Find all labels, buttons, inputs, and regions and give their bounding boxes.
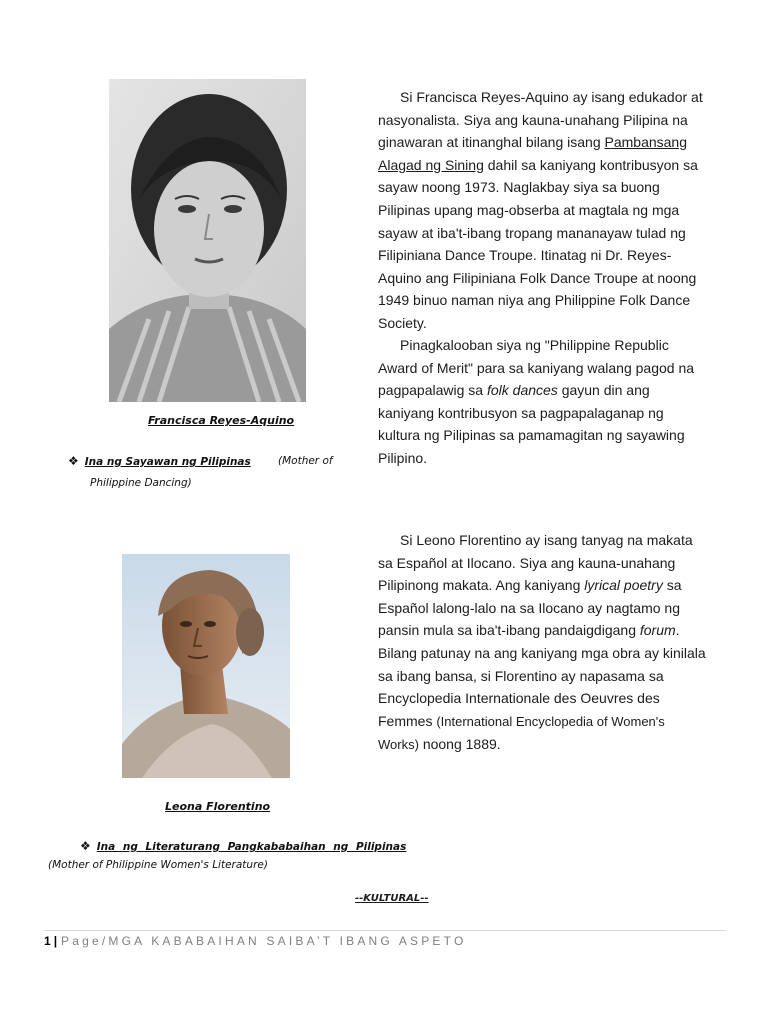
page-footer — [44, 934, 467, 948]
francisca-photo — [109, 79, 306, 402]
bullet-title: Ina ng Literaturang Pangkababaihan ng Pilipinas — [96, 841, 407, 853]
bullet-item-mother-dancing — [68, 454, 251, 468]
footer-separator: | — [53, 934, 58, 948]
bullet-translation-part1: (Mother of — [278, 455, 333, 467]
leona-paragraph: Si Leono Florentino ay isang tanyag na makata sa Español at Ilocano. Siya ang kauna-unahang Pilipinong makata. Ang kaniyang lyrical poetry sa Español lalong-lalo na sa Ilocano ay nagtamo ng pansin mula sa iba't-ibang pandaigdigang forum. Bilang patunay na ang kaniyang mga obra ay kinilala sa ibang bansa, si Florentino ay napasama sa Encyclopedia Internationale des Oeuvres des Femmes (International Encyclopedia of Women's Works) noong 1889. — [378, 532, 706, 753]
bullet-item-mother-literature — [80, 839, 406, 853]
francisca-caption: Francisca Reyes-Aquino — [148, 414, 295, 427]
leona-statue-photo — [122, 554, 290, 778]
francisca-paragraph-1: Si Francisca Reyes-Aquino ay isang edukador at nasyonalista. Siya ang kauna-unahang Pilipina na ginawaran at itinanghal bilang isang Pambansang Alagad ng Sining dahil sa kaniyang kontribusyon sa sayaw noong 1973. Naglakbay siya sa buong Pilipinas upang mag-obserba at magtala ng mga sayaw at iba't-ibang tropang mananayaw tulad ng Filipiniana Dance Troupe. Itinatag ni Dr. Reyes-Aquino ang Filipiniana Folk Dance Troupe at noong 1949 binuo naman niya ang Philippine Folk Dance Society. — [378, 89, 703, 331]
diamond-bullet-icon: ❖ — [80, 839, 91, 853]
kultural-label: --KULTURAL-- — [355, 893, 429, 904]
bullet-translation: (Mother of Philippine Women's Literature) — [48, 859, 268, 871]
bullet-translation-part2: Philippine Dancing) — [90, 477, 192, 489]
francisca-paragraph-2: Pinagkalooban siya ng "Philippine Republic Award of Merit" para sa kaniyang walang pagod na pagpapalawig sa folk dances gayun din ang kaniyang kontribusyon sa pagpapalaganap ng kultura ng Pilipinas sa pamamagitan ng sayawing Pilipino. — [378, 337, 695, 466]
page-number: 1 — [44, 934, 51, 948]
footer-text: Page/MGA KABABAIHAN SAIBA’T IBANG ASPETO — [61, 934, 467, 948]
footer-divider — [44, 930, 726, 931]
bullet-title: Ina ng Sayawan ng Pilipinas — [84, 456, 251, 468]
diamond-bullet-icon: ❖ — [68, 454, 79, 468]
pambansang-alagad-link: Pambansang Alagad ng Sining — [378, 134, 688, 173]
leona-caption: Leona Florentino — [165, 800, 271, 813]
